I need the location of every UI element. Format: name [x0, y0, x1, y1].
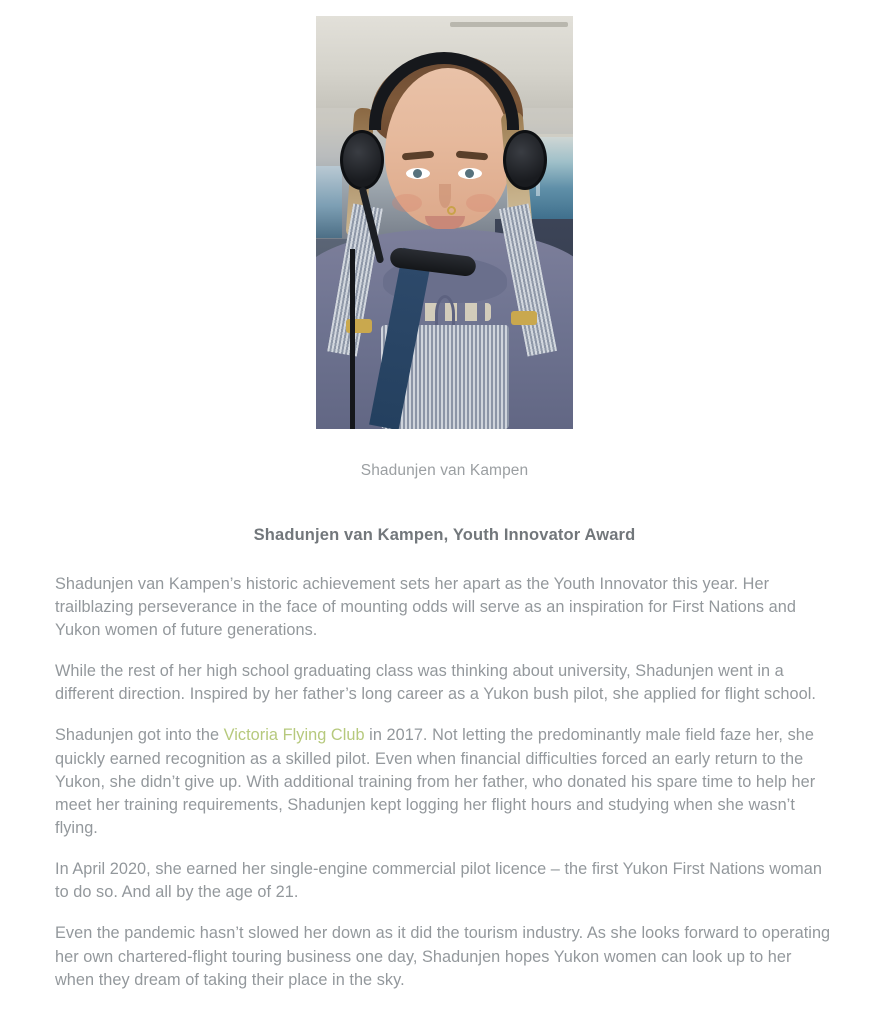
- paragraph-4: In April 2020, she earned her single-engine commercial pilot licence – the first Yukon First Nations woman to do so. And all by the age of 21.: [55, 860, 822, 902]
- paragraph-2: While the rest of her high school graduating class was thinking about university, Shadunjen went in a different direction. Inspired by her father’s long career as a Yukon bush pilot, she applied for flight school.: [55, 662, 816, 704]
- victoria-flying-club-link[interactable]: Victoria Flying Club: [223, 726, 365, 745]
- paragraph-5: Even the pandemic hasn’t slowed her down as it did the tourism industry. As she looks forward to operating her own chartered-flight touring business one day, Shadunjen hopes Yukon women can look up to her when they dream of taking their place in the sky.: [55, 924, 831, 989]
- paragraph-1: Shadunjen van Kampen’s historic achievement sets her apart as the Youth Innovator this year. Her trailblazing perseverance in the face of mounting odds will serve as an inspiration for First Nations and Yukon women of future generations.: [55, 574, 796, 639]
- paragraph-3-text-before-link: Shadunjen got into the: [55, 726, 224, 745]
- paragraph-3: [55, 724, 834, 840]
- article-heading: Shadunjen van Kampen, Youth Innovator Award: [253, 525, 636, 544]
- article-figure: [0, 0, 889, 482]
- pilot-portrait-photo: [316, 16, 573, 429]
- cheek-right: [466, 194, 496, 212]
- nose: [439, 184, 451, 208]
- headset-cable: [350, 249, 355, 429]
- article-body: [0, 526, 889, 992]
- cockpit-background: [316, 16, 573, 429]
- headset-earcup-right: [503, 130, 547, 190]
- cockpit-window-left: [316, 166, 342, 238]
- overall-buckle-right: [511, 311, 537, 325]
- nose-ring: [447, 206, 456, 215]
- paragraph-3-text-after-link: in 2017. Not letting the predominantly male field faze her, she quickly earned recognition as a skilled pilot. Even when financial difficulties forced an early return to the Yukon, she didn’t give up. With additional training from her father, who donated his spare time to help her meet her training requirements, Shadunjen kept logging her flight hours and studying when she wasn’t flying.: [55, 726, 816, 837]
- eye-left: [406, 168, 430, 179]
- headset-earcup-left: [340, 130, 384, 190]
- mouth: [425, 216, 465, 229]
- eye-right: [458, 168, 482, 179]
- photo-caption: Shadunjen van Kampen: [360, 462, 529, 479]
- cheek-left: [392, 194, 422, 212]
